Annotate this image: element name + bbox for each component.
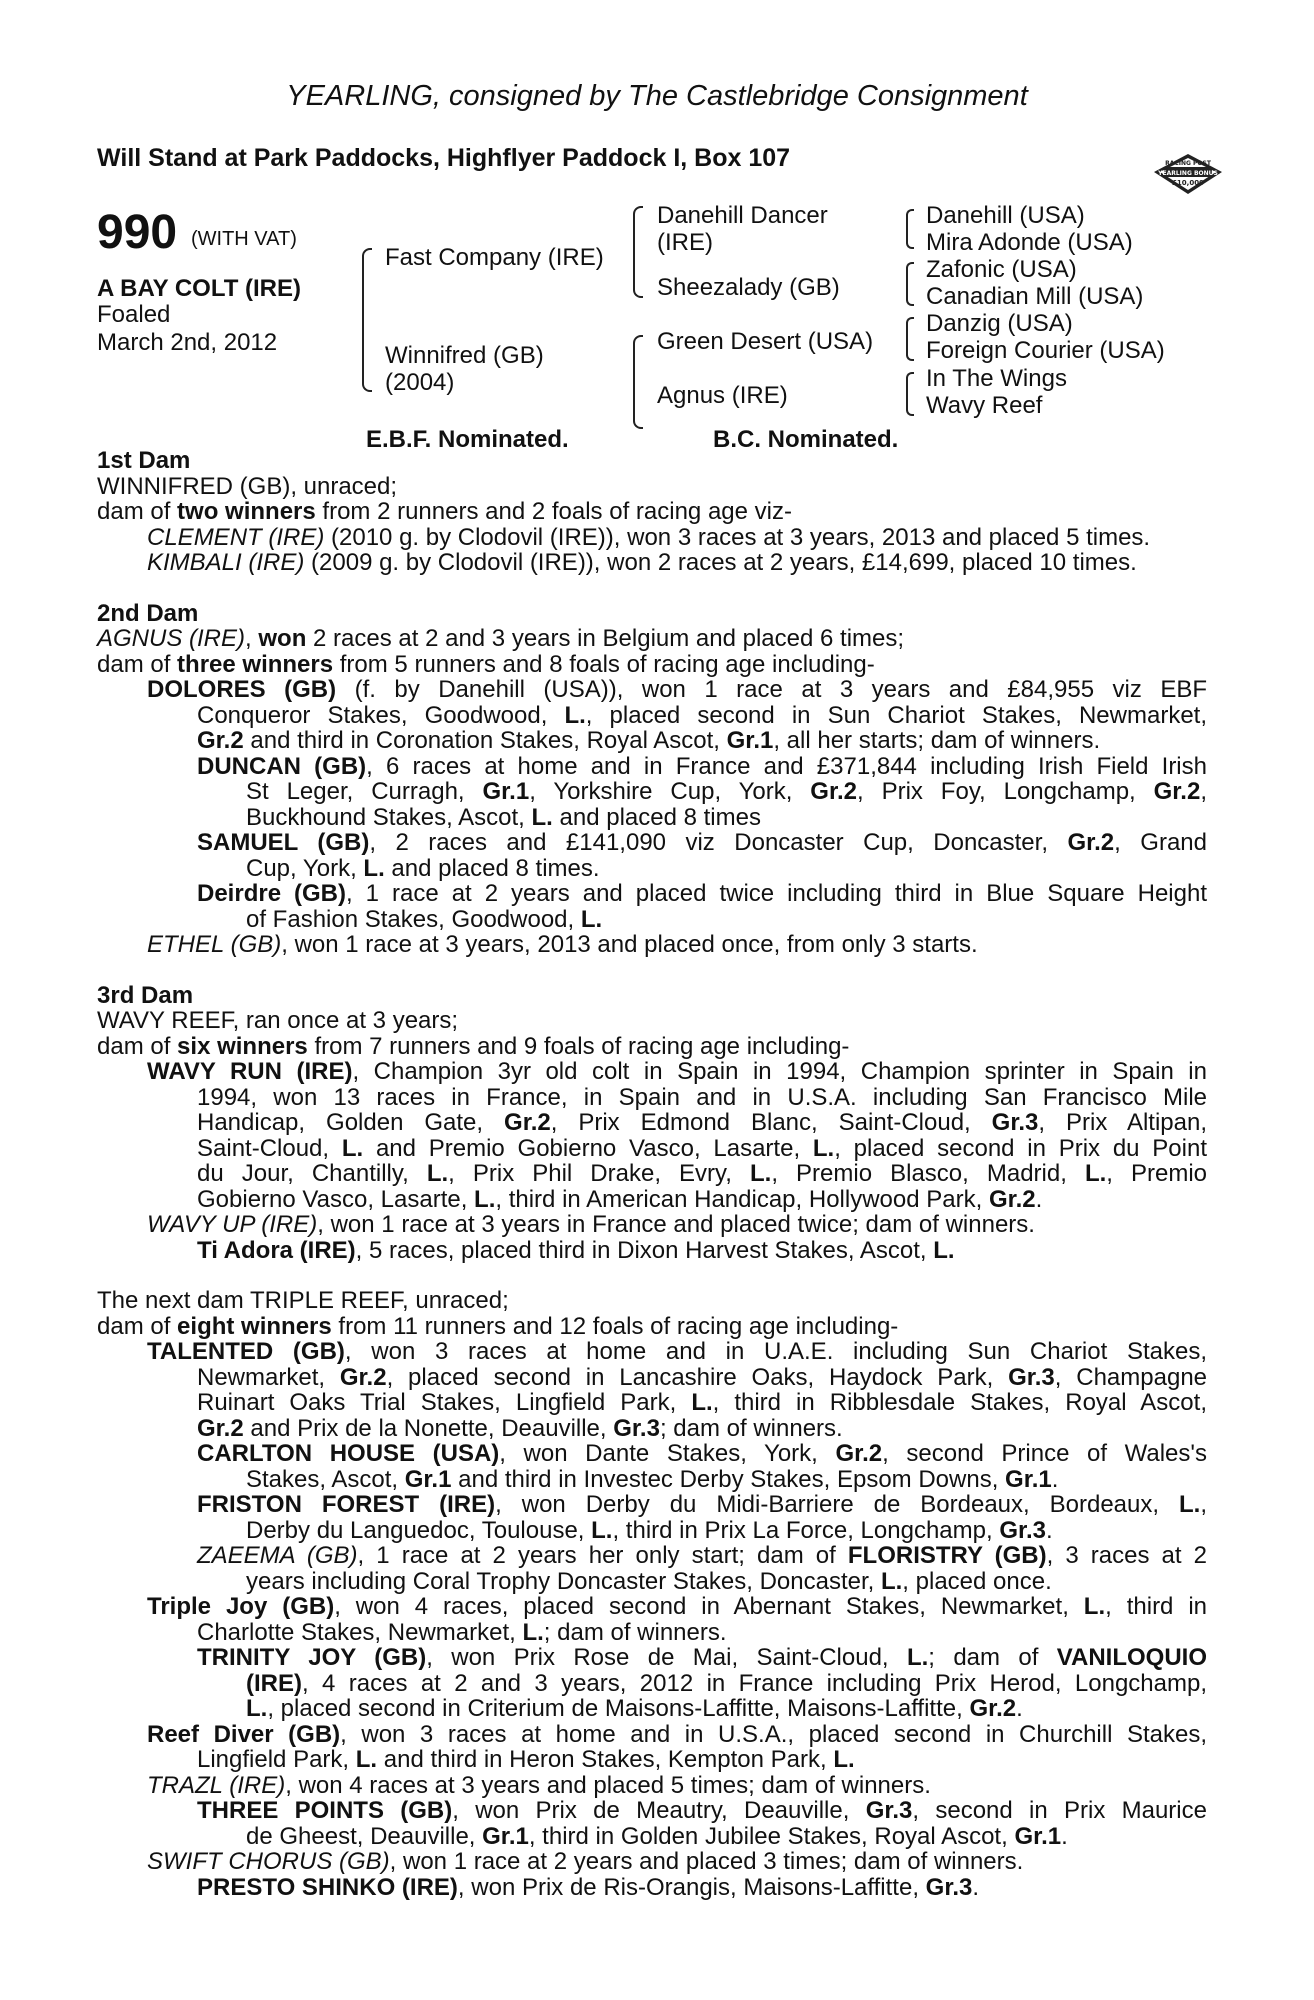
pedigree-dam-line2: (2004) <box>385 369 455 396</box>
pedigree-bracket-g2 <box>906 262 914 306</box>
pedigree-g3: Canadian Mill (USA) <box>926 283 1144 310</box>
catalogue-body: 1st Dam WINNIFRED (GB), unraced; dam of two winners from 2 runners and 2 foals of racing age viz- CLEMENT (IRE) (2010 g. by Clodovil (IRE)), won 3 races at 3 years, 2013 and placed 5 times. KIMBALI (IRE) (2009 g. by Clodovil (IRE)), won 2 races at 2 years, £14,699, placed 10 times. 2nd Dam AGNUS (IRE), won 2 races at 2 and 3 years in Belgium and placed 6 times; dam of three winners from 5 runners and 8 foals of racing age including- DOLORES (GB) (f. by Danehill (USA)), won 1 race at 3 years and £84,955 viz EBF Conqueror Stakes, Goodwood, L., placed second in Sun Chariot Stakes, Newmarket, Gr.2 and third in Coronation Stakes, Royal Ascot, Gr.1, all her starts; dam of winners. DUNCAN (GB), 6 races at home and in France and £371,844 including Irish Field Irish St Leger, Curragh, Gr.1, Yorkshire Cup, York, Gr.2, Prix Foy, Longchamp, Gr.2, Buckhound Stakes, Ascot, L. and placed 8 times SAMUEL (GB), 2 races and £141,090 viz Doncaster Cup, Doncaster, Gr.2, Grand Cup, York, L. and placed 8 times. Deirdre (GB), 1 race at 2 years and placed twice including third in Blue Square Height of Fashion Stakes, Goodwood, L. ETHEL (GB), won 1 race at 3 years, 2013 and placed once, from only 3 starts. 3rd Dam WAVY REEF, ran once at 3 years; dam of six winners from 7 runners and 9 foals of racing age including- WAVY RUN (IRE), Champion 3yr old colt in Spain in 1994, Champion sprinter in Spain in 1994, won 13 races in France, in Spain and in U.S.A. including San Francisco Mile Handicap, Golden Gate, Gr.2, Prix Edmond Blanc, Saint-Cloud, Gr.3, Prix Altipan, Saint-Cloud, L. and Premio Gobierno Vasco, Lasarte, L., placed second in Prix du Point du Jour, Chantilly, L., Prix Phil Drake, Evry, L., Premio Blasco, Madrid, L., Premio Gobierno Vasco, Lasarte, L., third in American Handicap, Hollywood Park, Gr.2. WAVY UP (IRE), won 1 race at 3 years in France and placed twice; dam of winners. Ti Adora (IRE), 5 races, placed third in Dixon Harvest Stakes, Ascot, L. The next dam TRIPLE REEF, unraced; dam of eight winners from 11 runners and 12 foals of racing age including- TALENTED (GB), won 3 races at home and in U.A.E. including Sun Chariot Stakes, Newmarket, Gr.2, placed second in Lancashire Oaks, Haydock Park, Gr.3, Champagne Ruinart Oaks Trial Stakes, Lingfield Park, L., third in Ribblesdale Stakes, Royal Ascot, Gr.2 and Prix de la Nonette, Deauville, Gr.3; dam of winners. CARLTON HOUSE (USA), won Dante Stakes, York, Gr.2, second Prince of Wales's Stakes, Ascot, Gr.1 and third in Investec Derby Stakes, Epsom Downs, Gr.1. FRISTON FOREST (IRE), won Derby du Midi-Barriere de Bordeaux, Bordeaux, L., Derby du Languedoc, Toulouse, L., third in Prix La Force, Longchamp, Gr.3. ZAEEMA (GB), 1 race at 2 years her only start; dam of FLORISTRY (GB), 3 races at 2 years including Coral Trophy Doncaster Stakes, Doncaster, L., placed once. Triple Joy (GB), won 4 races, placed second in Abernant Stakes, Newmarket, L., third in Charlotte Stakes, Newmarket, L.; dam of winners. TRINITY JOY (GB), won Prix Rose de Mai, Saint-Cloud, L.; dam of VANILOQUIO (IRE), 4 races at 2 and 3 years, 2012 in France including Prix Herod, Longchamp, L., placed second in Criterium de Maisons-Laffitte, Maisons-Laffitte, Gr.2. Reef Diver (GB), won 3 races at home and in U.S.A., placed second in Churchill Stakes, Lingfield Park, L. and third in Heron Stakes, Kempton Park, L. TRAZL (IRE), won 4 races at 3 years and placed 5 times; dam of winners. THREE POINTS (GB), won Prix de Meautry, Deauville, Gr.3, second in Prix Maurice de Gheest, Deauville, Gr.1, third in Golden Jubilee Stakes, Royal Ascot, Gr.1. SWIFT CHORUS (GB), won 1 race at 2 years and placed 3 times; dam of winners. PRESTO SHINKO (IRE), won Prix de Ris-Orangis, Maisons-Laffitte, Gr.3. <box>97 447 1208 1901</box>
pedigree-g4: Danzig (USA) <box>926 310 1073 337</box>
pedigree-sire-sire-1: Danehill Dancer <box>657 202 828 229</box>
next-dam-produce-summary: dam of eight winners from 11 runners and 12 foals of racing age including- <box>97 1312 899 1340</box>
pedigree-bracket-sire <box>633 206 643 298</box>
next-foal-three-points: THREE POINTS (GB), won Prix de Meautry, Deauville, Gr.3, second in Prix Maurice <box>197 1797 1207 1824</box>
dam2-foal-ethel: ETHEL (GB), won 1 race at 3 years, 2013 and placed once, from only 3 starts. <box>147 931 978 958</box>
dam3-produce-summary: dam of six winners from 7 runners and 9 foals of racing age including- <box>97 1032 850 1060</box>
pedigree-dam-line1: Winnifred (GB) <box>385 342 544 369</box>
dam1-line: WINNIFRED (GB), unraced; <box>97 472 398 500</box>
dam3-heading: 3rd Dam <box>97 981 194 1009</box>
dam1-heading: 1st Dam <box>97 447 191 474</box>
pedigree-g0: Danehill (USA) <box>926 202 1085 229</box>
pedigree-g2: Zafonic (USA) <box>926 256 1077 283</box>
next-foal-trinity-joy: TRINITY JOY (GB), won Prix Rose de Mai, Saint-Cloud, L.; dam of VANILOQUIO <box>197 1644 1208 1671</box>
dam2-foal-samuel: SAMUEL (GB), 2 races and £141,090 viz Doncaster Cup, Doncaster, Gr.2, Grand <box>197 829 1207 856</box>
dam2-foal-deirdre: Deirdre (GB), 1 race at 2 years and placed twice including third in Blue Square Height <box>197 880 1208 907</box>
next-foal-carlton-house: CARLTON HOUSE (USA), won Dante Stakes, York, Gr.2, second Prince of Wales's <box>197 1440 1207 1467</box>
lot-foaled-date: March 2nd, 2012 <box>97 329 278 356</box>
next-foal-zaeema: ZAEEMA (GB), 1 race at 2 years her only start; dam of FLORISTRY (GB), 3 races at 2 <box>197 1542 1207 1569</box>
bc-nominated: B.C. Nominated. <box>713 426 899 453</box>
pedigree-sire-dam: Sheezalady (GB) <box>657 274 840 301</box>
pedigree-bracket-g3 <box>906 317 914 361</box>
next-dam-line: The next dam TRIPLE REEF, unraced; <box>97 1287 509 1314</box>
dam1-foal-kimbali: KIMBALI (IRE) (2009 g. by Clodovil (IRE)), won 2 races at 2 years, £14,699, placed 10 times. <box>147 549 1137 576</box>
pedigree-sire: Fast Company (IRE) <box>385 244 604 271</box>
lot-number: 990 <box>97 206 178 259</box>
pedigree-bracket-main <box>362 248 372 392</box>
pedigree-dam-sire: Green Desert (USA) <box>657 328 874 355</box>
next-foal-trazl: TRAZL (IRE), won 4 races at 3 years and placed 5 times; dam of winners. <box>147 1771 931 1799</box>
next-foal-swift-chorus: SWIFT CHORUS (GB), won 1 race at 2 years and placed 3 times; dam of winners. <box>147 1848 1024 1875</box>
dam1-foal-clement: CLEMENT (IRE) (2010 g. by Clodovil (IRE)), won 3 races at 3 years, 2013 and placed 5 times. <box>147 523 1151 551</box>
ebf-nominated: E.B.F. Nominated. <box>366 426 569 453</box>
dam2-line: AGNUS (IRE), won 2 races at 2 and 3 years in Belgium and placed 6 times; <box>97 625 905 652</box>
page-title: YEARLING, consigned by The Castlebridge Consignment <box>286 80 1028 112</box>
lot-vat: (WITH VAT) <box>191 228 297 250</box>
pedigree-g7: Wavy Reef <box>926 392 1043 419</box>
next-foal-presto-shinko: PRESTO SHINKO (IRE), won Prix de Ris-Orangis, Maisons-Laffitte, Gr.3. <box>197 1873 980 1901</box>
next-foal-triple-joy: Triple Joy (GB), won 4 races, placed second in Abernant Stakes, Newmarket, L., third in <box>147 1593 1208 1620</box>
dam2-foal-duncan: DUNCAN (GB), 6 races at home and in France and £371,844 including Irish Field Irish <box>197 752 1207 780</box>
dam2-produce-summary: dam of three winners from 5 runners and 8 foals of racing age including- <box>97 650 875 678</box>
lot-foaled-label: Foaled <box>97 301 171 328</box>
dam1-produce-summary: dam of two winners from 2 runners and 2 foals of racing age viz- <box>97 498 792 525</box>
dam3-foal-wavy-run: WAVY RUN (IRE), Champion 3yr old colt in Spain in 1994, Champion sprinter in Spain in <box>147 1058 1207 1085</box>
dam3-foal-wavy-up: WAVY UP (IRE), won 1 race at 3 years in France and placed twice; dam of winners. <box>147 1211 1035 1238</box>
pedigree-bracket-g4 <box>906 372 914 416</box>
badge-amount-text: £10,000 <box>1172 179 1204 187</box>
badge-top-text: RACING POST <box>1165 160 1211 167</box>
pedigree-dam-dam: Agnus (IRE) <box>657 382 788 409</box>
pedigree-g1: Mira Adonde (USA) <box>926 229 1133 256</box>
pedigree-bracket-dam <box>633 335 643 429</box>
dam2-heading: 2nd Dam <box>97 599 199 627</box>
stand-location: Will Stand at Park Paddocks, Highflyer Paddock I, Box 107 <box>97 144 791 172</box>
pedigree-bracket-g1 <box>906 209 914 249</box>
pedigree-sire-sire-2: (IRE) <box>657 229 713 256</box>
dam2-foal-dolores: DOLORES (GB) (f. by Danehill (USA)), won 1 race at 3 years and £84,955 viz EBF <box>147 676 1208 703</box>
dam3-line: WAVY REEF, ran once at 3 years; <box>97 1007 459 1034</box>
pedigree-g6: In The Wings <box>926 365 1067 392</box>
yearling-bonus-badge <box>1150 150 1226 198</box>
lot-title: A BAY COLT (IRE) <box>97 275 302 302</box>
next-foal-talented: TALENTED (GB), won 3 races at home and in U.A.E. including Sun Chariot Stakes, <box>147 1338 1207 1365</box>
next-foal-friston-forest: FRISTON FOREST (IRE), won Derby du Midi-Barriere de Bordeaux, Bordeaux, L., <box>197 1491 1207 1518</box>
pedigree-g5: Foreign Courier (USA) <box>926 337 1165 364</box>
badge-mid-text: YEARLING BONUS <box>1158 170 1218 177</box>
dam3-foal-ti-adora: Ti Adora (IRE), 5 races, placed third in Dixon Harvest Stakes, Ascot, L. <box>197 1236 955 1264</box>
next-foal-reef-diver: Reef Diver (GB), won 3 races at home and in U.S.A., placed second in Churchill Stakes, <box>147 1720 1207 1748</box>
